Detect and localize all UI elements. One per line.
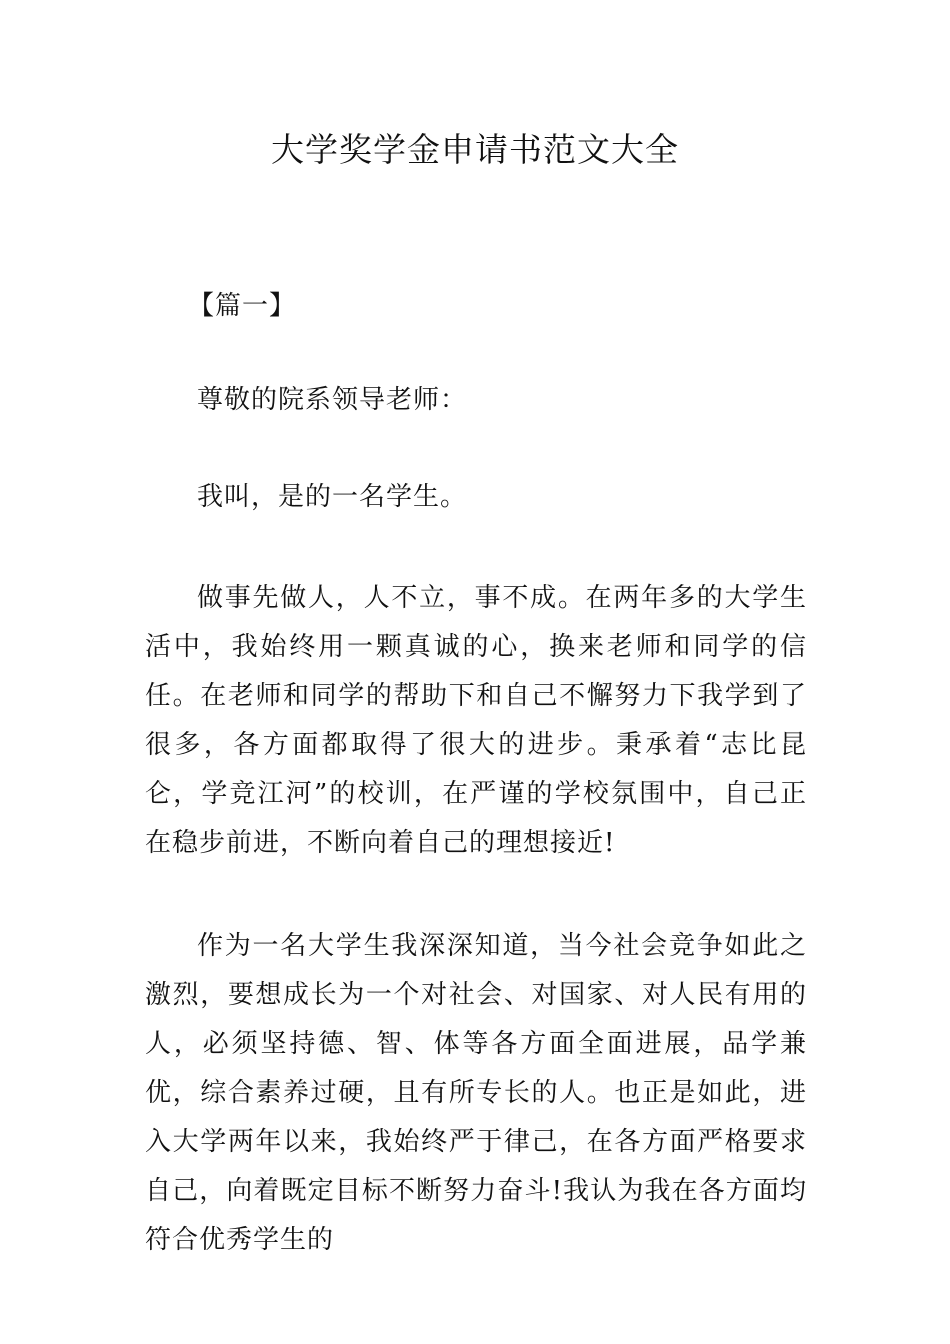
body-paragraph: 作为一名大学生我深深知道，当今社会竞争如此之激烈，要想成长为一个对社会、对国家、对人民有用的人，必须坚持德、智、体等各方面全面进展，品学兼优，综合素养过硬，且有所专长的人。也正是如此，进入大学两年以来，我始终严于律己，在各方面严格要求自己，向着既定目标不断努力奋斗!我认为我在各方面均符合优秀学生的 [145, 931, 807, 1255]
section-heading: 【篇一】 [188, 291, 297, 321]
intro-paragraph: 我叫，是的一名学生。 [197, 482, 468, 512]
body-paragraph: 做事先做人，人不立，事不成。在两年多的大学生活中，我始终用一颗真诚的心，换来老师和同学的信任。在老师和同学的帮助下和自己不懈努力下我学到了很多，各方面都取得了很大的进步。秉承着“志比昆仑，学竞江河”的校训，在严谨的学校氛围中，自己正在稳步前进，不断向着自己的理想接近! [145, 583, 807, 858]
document-title: 大学奖学金申请书范文大全 [271, 130, 679, 169]
salutation-line: 尊敬的院系领导老师： [197, 385, 468, 415]
